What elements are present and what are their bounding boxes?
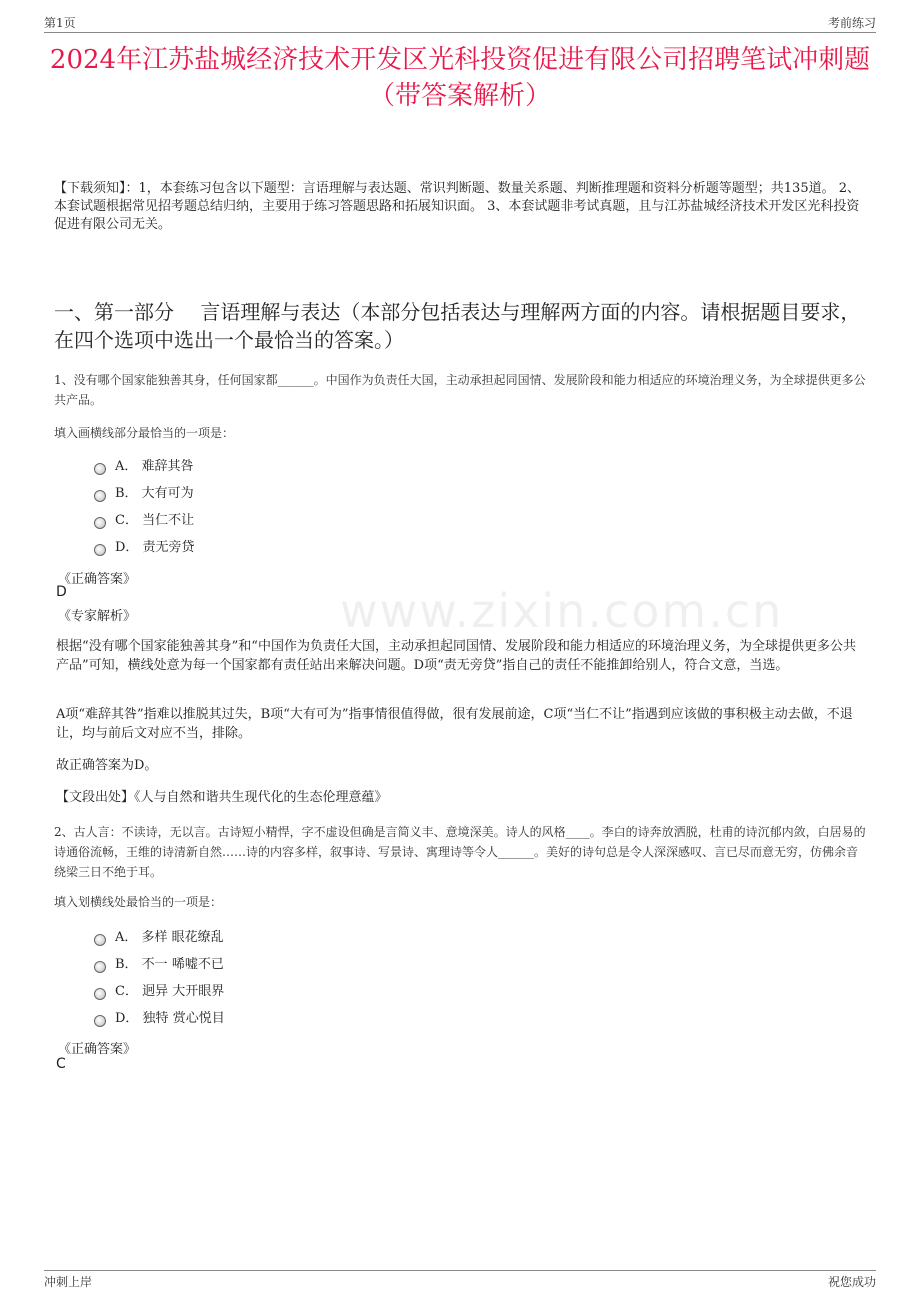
radio-icon[interactable] (94, 1015, 106, 1027)
option-label: B． 大有可为 (115, 486, 194, 501)
question-1-option-b[interactable] (94, 485, 194, 503)
page-footer (44, 1270, 876, 1291)
question-1-analysis-para-1: 根据“没有哪个国家能独善其身”和“中国作为负责任大国，主动承担起同国情、发展阶段和能力相适应的环境治理义务，为全球提供更多公共产品”可知，横线处意为每一个国家都有责任站出来解决问题。D项“责无旁贷”指自己的责任不能推卸给别人，符合文意，当选。 (56, 639, 856, 673)
radio-icon[interactable] (94, 961, 106, 973)
question-1-answer-label: 《正确答案》 (58, 572, 137, 587)
question-1-prompt: 填入画横线部分最恰当的一项是： (54, 426, 235, 440)
option-label: A． 多样 眼花缭乱 (115, 930, 224, 945)
option-label: C． 迥异 大开眼界 (115, 984, 225, 999)
page-number: 第1页 (44, 16, 76, 30)
footer-left: 冲刺上岸 (44, 1275, 93, 1289)
option-label: C． 当仁不让 (115, 513, 195, 528)
download-notice: 【下载须知】：1，本套练习包含以下题型：言语理解与表达题、常识判断题、数量关系题、判断推理题和资料分析题等题型；共135道。 2、本套试题根据常见招考题总结归纳，主要用于练习答题思路和拓展知识面。 3、本套试题非考试真题，且与江苏盐城经济技术开发区光科投资促进有限公司无关。 (54, 181, 860, 232)
radio-icon[interactable] (94, 544, 106, 556)
question-1-analysis-para-2: A项“难辞其咎”指难以推脱其过失，B项“大有可为”指事情很值得做，很有发展前途，C项“当仁不让”指遇到应该做的事积极主动去做，不退让，均与前后文对应不当，排除。 (56, 707, 853, 741)
question-1-option-d[interactable] (94, 539, 195, 557)
option-label: B． 不一 唏嘘不已 (115, 957, 224, 972)
question-2-answer: C (56, 1056, 66, 1072)
radio-icon[interactable] (94, 517, 106, 529)
question-1-option-a[interactable] (94, 458, 194, 476)
question-1-option-c[interactable] (94, 512, 194, 530)
question-1-source: 【文段出处】《人与自然和谐共生现代化的生态伦理意蕴》 (56, 790, 388, 805)
radio-icon[interactable] (94, 988, 106, 1000)
question-2-option-b[interactable] (94, 956, 224, 974)
question-2-answer-label: 《正确答案》 (58, 1042, 137, 1057)
watermark: www.zixin.com.cn (340, 584, 784, 638)
section-heading: 一、第一部分 言语理解与表达（本部分包括表达与理解两方面的内容。请根据题目要求，在四个选项中选出一个最恰当的答案。） (54, 300, 861, 352)
question-1-analysis-para-3: 故正确答案为D。 (56, 758, 158, 773)
question-1-analysis-label: 《专家解析》 (58, 609, 137, 624)
radio-icon[interactable] (94, 934, 106, 946)
question-2-prompt: 填入划横线处最恰当的一项是： (54, 895, 223, 909)
page-header (44, 14, 876, 33)
header-tag: 考前练习 (827, 16, 876, 30)
radio-icon[interactable] (94, 490, 106, 502)
document-title: 2024年江苏盐城经济技术开发区光科投资促进有限公司招聘笔试冲刺题（带答案解析） (49, 45, 871, 111)
question-2-option-c[interactable] (94, 983, 224, 1001)
question-1-text: 1、没有哪个国家能独善其身，任何国家都______。中国作为负责任大国，主动承担起同国情、发展阶段和能力相适应的环境治理义务，为全球提供更多公共产品。 (54, 373, 866, 407)
footer-right: 祝您成功 (827, 1275, 876, 1289)
radio-icon[interactable] (94, 463, 106, 475)
question-2-text: 2、古人言：不读诗，无以言。古诗短小精悍，字不虚设但确是言简义丰、意境深美。诗人的风格____。李白的诗奔放洒脱，杜甫的诗沉郁内敛，白居易的诗通俗流畅，王维的诗清新自然……诗的内容多样，叙事诗、写景诗、寓理诗等令人______。美好的诗句总是令人深深感叹、言已尽而意无穷，仿佛余音绕梁三日不绝于耳。 (54, 825, 866, 879)
question-2-option-a[interactable] (94, 929, 224, 947)
option-label: D． 责无旁贷 (115, 540, 195, 555)
question-1-answer: D (56, 584, 67, 600)
option-label: D． 独特 赏心悦目 (115, 1011, 225, 1026)
question-2-option-d[interactable] (94, 1010, 225, 1028)
option-label: A． 难辞其咎 (115, 459, 194, 474)
